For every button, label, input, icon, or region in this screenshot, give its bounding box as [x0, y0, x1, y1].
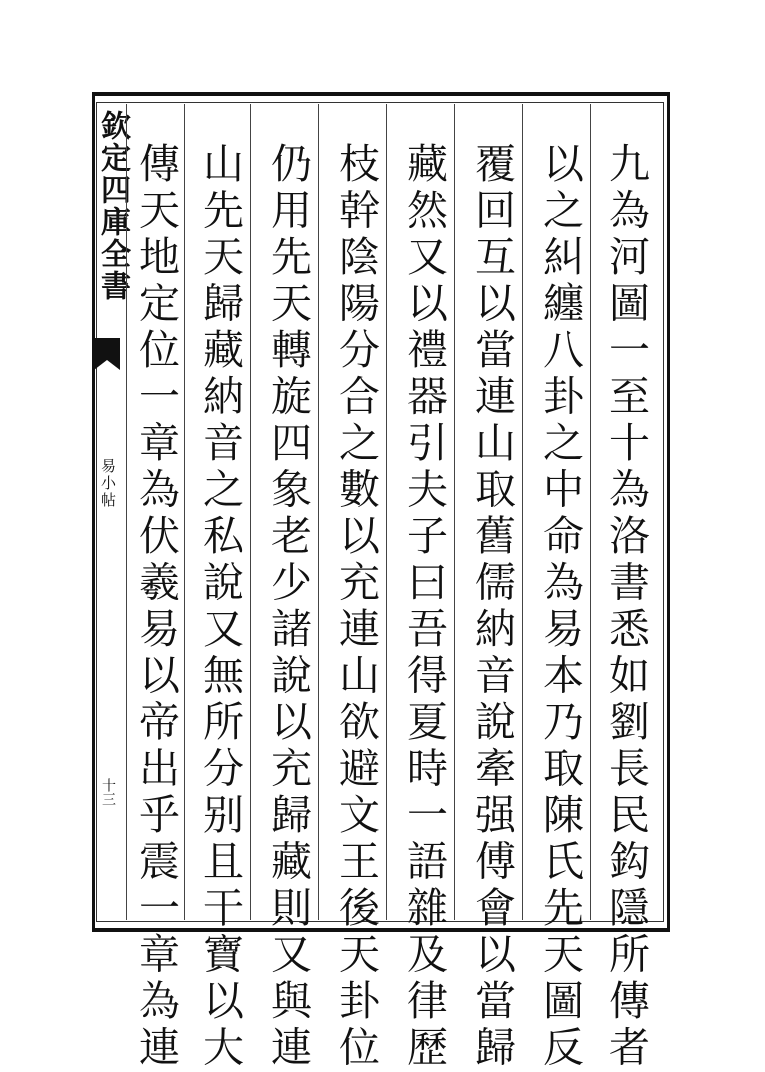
page-number: 十三 [100, 778, 116, 806]
book-title: 易小帖 [99, 458, 117, 509]
text-column-8: 傳天地定位一章為伏羲易以帝出乎震一章為連 [132, 142, 180, 1072]
text-column-5: 枝幹陰陽分合之數以充連山欲避文王後天卦位 [332, 142, 380, 1072]
text-column-4: 藏然又以禮器引夫子曰吾得夏時一語雜及律歷 [400, 142, 448, 1072]
text-column-7: 山先天歸藏納音之私說又無所分别且干寶以大 [196, 142, 244, 1072]
text-column-2: 以之糾纏八卦之中命為易本乃取陳氏先天圖反 [536, 142, 584, 1072]
fish-tail-mark [94, 338, 120, 360]
text-column-1: 九為河圖一至十為洛書悉如劉長民鈎隱所傳者 [602, 142, 650, 1072]
text-column-6: 仍用先天轉旋四象老少諸說以充歸藏則又與連 [264, 142, 312, 1072]
text-column-3: 覆回互以當連山取舊儒納音說牽强傅會以當歸 [468, 142, 516, 1072]
collection-title: 欽定四庫全書 [95, 110, 130, 302]
